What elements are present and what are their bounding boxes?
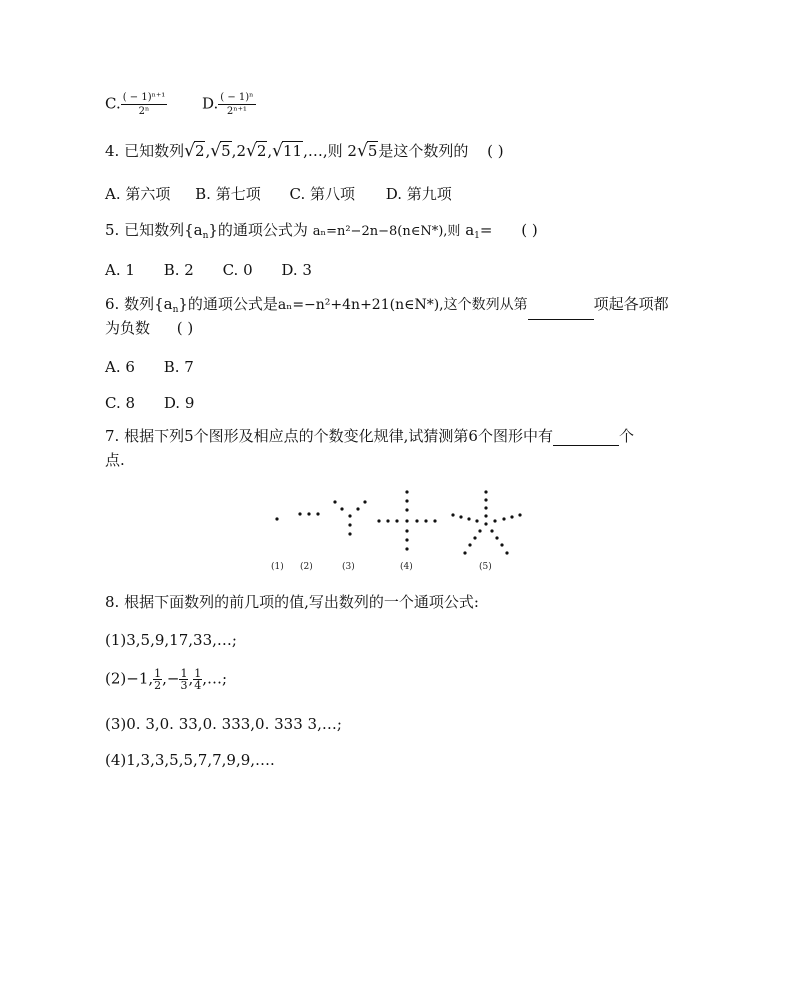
q7-suffix: 个 xyxy=(618,427,634,445)
radicand: 5 xyxy=(367,142,378,160)
fig4-dot xyxy=(405,499,408,502)
radicand: 2 xyxy=(256,142,267,160)
q4-question: 4. 已知数列√2,√5,2√2,√11,…,则 2√5是这个数列的 ( ) xyxy=(105,141,504,161)
dot-pattern-figure xyxy=(268,488,538,568)
a1-subscript: 1 xyxy=(474,231,480,241)
item2-suffix: ,…; xyxy=(202,669,228,688)
fig4-dot xyxy=(405,547,408,550)
fig5-dot xyxy=(484,498,487,501)
figure-caption-1: (1) xyxy=(271,562,284,572)
fig2-dot xyxy=(298,512,301,515)
answer-paren[interactable]: ( ) xyxy=(521,221,538,239)
q6-option-b[interactable]: B. 7 xyxy=(163,358,194,376)
fig1-dot xyxy=(275,517,278,520)
seq-symbol: a xyxy=(193,221,203,239)
q8-item-4: (4)1,3,3,5,5,7,7,9,9,…. xyxy=(105,751,275,769)
numerator: ( − 1)ⁿ⁺¹ xyxy=(122,92,166,103)
fig5-dot xyxy=(468,543,471,546)
fig4-dot xyxy=(377,519,380,522)
numerator: ( − 1)ⁿ xyxy=(220,92,254,103)
fig3-dot xyxy=(333,500,336,503)
figure-caption-2: (2) xyxy=(300,562,313,572)
fig4-dot xyxy=(415,519,418,522)
item2-prefix: (2)−1, xyxy=(105,669,154,688)
fig4-dot xyxy=(395,519,398,522)
q5-options-row xyxy=(105,260,312,280)
fig5-dot xyxy=(451,513,454,516)
coefficient: 2 xyxy=(236,142,246,160)
q8-item-3: (3)0. 3,0. 33,0. 333,0. 333 3,…; xyxy=(105,715,342,733)
fig3-dot xyxy=(356,507,359,510)
denominator: 2 xyxy=(154,679,162,692)
numerator: 1 xyxy=(194,667,202,680)
fig3-dot xyxy=(363,500,366,503)
q6-option-a[interactable]: A. 6 xyxy=(105,358,135,376)
fig3-dot xyxy=(348,514,351,517)
fig5-dot xyxy=(505,551,508,554)
q7-question-line2 xyxy=(105,450,125,470)
q5-mid: }的通项公式为 xyxy=(208,221,308,239)
fig4-dot xyxy=(405,490,408,493)
fig2-dot xyxy=(316,512,319,515)
q6-answer-blank[interactable] xyxy=(528,301,594,320)
q7-prefix: 7. 根据下列 xyxy=(105,427,185,445)
fraction xyxy=(179,668,188,691)
q4-options-row xyxy=(105,184,452,204)
q4-suffix: 是这个数列的 xyxy=(378,142,469,160)
radicand: 11 xyxy=(283,142,303,160)
q4-option-c[interactable]: C. 第八项 xyxy=(289,185,355,203)
q7-mid: 个图形及相应点的个数变化规律,试猜测第 xyxy=(193,427,469,445)
q6-suffix: 项起各项都 xyxy=(593,295,669,313)
radicand: 5 xyxy=(221,142,231,160)
denominator: 2ⁿ xyxy=(138,106,150,117)
seq-subscript: n xyxy=(172,305,179,315)
fig3-dot xyxy=(340,507,343,510)
a1-symbol: a xyxy=(465,221,475,239)
answer-paren[interactable]: ( ) xyxy=(176,319,194,337)
fig5-dot xyxy=(500,543,503,546)
radicand: 2 xyxy=(194,142,205,160)
fig3-dot xyxy=(348,532,351,535)
fig5-dot xyxy=(495,536,498,539)
fig4-dot xyxy=(405,519,408,522)
q4-mid: ,…,则 xyxy=(303,142,343,160)
fig4-dot xyxy=(405,538,408,541)
figure-caption-4: (4) xyxy=(400,562,413,572)
fig5-dot xyxy=(459,515,462,518)
figure-caption-3: (3) xyxy=(342,562,355,572)
fraction xyxy=(193,668,202,691)
fig2-dot xyxy=(307,512,310,515)
fig5-dot xyxy=(502,517,505,520)
q6-prefix: 6. 数列{ xyxy=(105,295,164,313)
number: 6 xyxy=(468,427,478,445)
q7-line2: 点. xyxy=(105,451,125,469)
q6-formula: aₙ=−n²+4n+21(n∈N*),这个数列从第 xyxy=(277,297,528,313)
fraction xyxy=(153,668,162,691)
fig4-dot xyxy=(405,529,408,532)
fig5-dot xyxy=(463,551,466,554)
q7-mid2: 个图形中有 xyxy=(477,427,553,445)
fig5-dot xyxy=(484,506,487,509)
fig5-dot xyxy=(473,536,476,539)
denominator: 3 xyxy=(180,679,188,692)
q4-prefix: 4. 已知数列 xyxy=(105,142,185,160)
q8-title: 8. 根据下面数列的前几项的值,写出数列的一个通项公式: xyxy=(105,593,479,611)
q6-question-line1 xyxy=(105,294,669,320)
q3-option-c[interactable] xyxy=(105,92,167,117)
denominator: 2ⁿ⁺¹ xyxy=(226,106,247,117)
q3-options-row xyxy=(105,92,256,117)
answer-paren[interactable]: ( ) xyxy=(487,142,504,160)
q6-line2: 为负数 xyxy=(105,319,151,337)
seq-symbol: a xyxy=(163,295,173,313)
fraction xyxy=(121,92,168,117)
q6-option-d[interactable]: D. 9 xyxy=(163,394,195,412)
option-label: C. xyxy=(105,94,121,113)
fig5-dot xyxy=(475,519,478,522)
option-label: D. xyxy=(202,94,219,113)
seq-subscript: n xyxy=(202,231,209,241)
q4-option-b[interactable]: B. 第七项 xyxy=(195,185,261,203)
fig4-dot xyxy=(405,508,408,511)
fig4-dot xyxy=(386,519,389,522)
fig5-dot xyxy=(510,515,513,518)
fig5-dot xyxy=(484,490,487,493)
fig5-dot xyxy=(484,522,487,525)
sqrt-sign: √ xyxy=(245,141,257,161)
q5-option-b[interactable]: B. 2 xyxy=(163,261,194,279)
q5-formula: aₙ=n²−2n−8(n∈N*),则 xyxy=(312,224,461,239)
q6-option-c[interactable]: C. 8 xyxy=(105,394,136,412)
q6-options-row1 xyxy=(105,357,194,377)
fig5-dot xyxy=(484,514,487,517)
fig3-dot xyxy=(348,523,351,526)
figure-caption-5: (5) xyxy=(479,562,492,572)
q5-option-a[interactable]: A. 1 xyxy=(105,261,135,279)
q4-option-d[interactable]: D. 第九项 xyxy=(385,185,452,203)
number: 5 xyxy=(184,427,194,445)
numerator: 1 xyxy=(154,667,162,680)
fig5-dot xyxy=(493,519,496,522)
fraction xyxy=(218,92,255,117)
q5-question xyxy=(105,220,538,246)
fig5-dot xyxy=(467,517,470,520)
sqrt-sign: √ xyxy=(272,141,283,161)
sqrt-sign: √ xyxy=(184,141,195,161)
q8-item-2: (2)−1, $\frac{1}{2}$ ,− $\frac{1}{3}$ , $\frac{1}{4}$ ,…; xyxy=(105,667,228,692)
fig5-dot xyxy=(490,529,493,532)
q5-option-d[interactable]: D. 3 xyxy=(281,261,312,279)
q4-option-a[interactable]: A. 第六项 xyxy=(105,185,171,203)
fig4-dot xyxy=(424,519,427,522)
q6-options-row2 xyxy=(105,393,194,413)
q7-question-line1 xyxy=(105,426,634,446)
sqrt-sign: √ xyxy=(210,141,222,161)
equals: = xyxy=(479,221,493,239)
q3-option-d[interactable] xyxy=(202,92,256,117)
q6-mid: }的通项公式是 xyxy=(178,295,278,313)
q7-answer-blank[interactable] xyxy=(553,427,619,446)
q5-prefix: 5. 已知数列{ xyxy=(105,221,194,239)
fig5-dot xyxy=(518,513,521,516)
sqrt-sign: √ xyxy=(356,141,368,161)
numerator: 1 xyxy=(180,667,188,680)
fig5-dot xyxy=(478,529,481,532)
q6-question-line2 xyxy=(105,318,193,338)
q5-option-c[interactable]: C. 0 xyxy=(222,261,253,279)
q8-item-1: (1)3,5,9,17,33,…; xyxy=(105,631,237,649)
fig4-dot xyxy=(433,519,436,522)
denominator: 4 xyxy=(194,679,202,692)
coefficient: 2 xyxy=(347,142,357,160)
